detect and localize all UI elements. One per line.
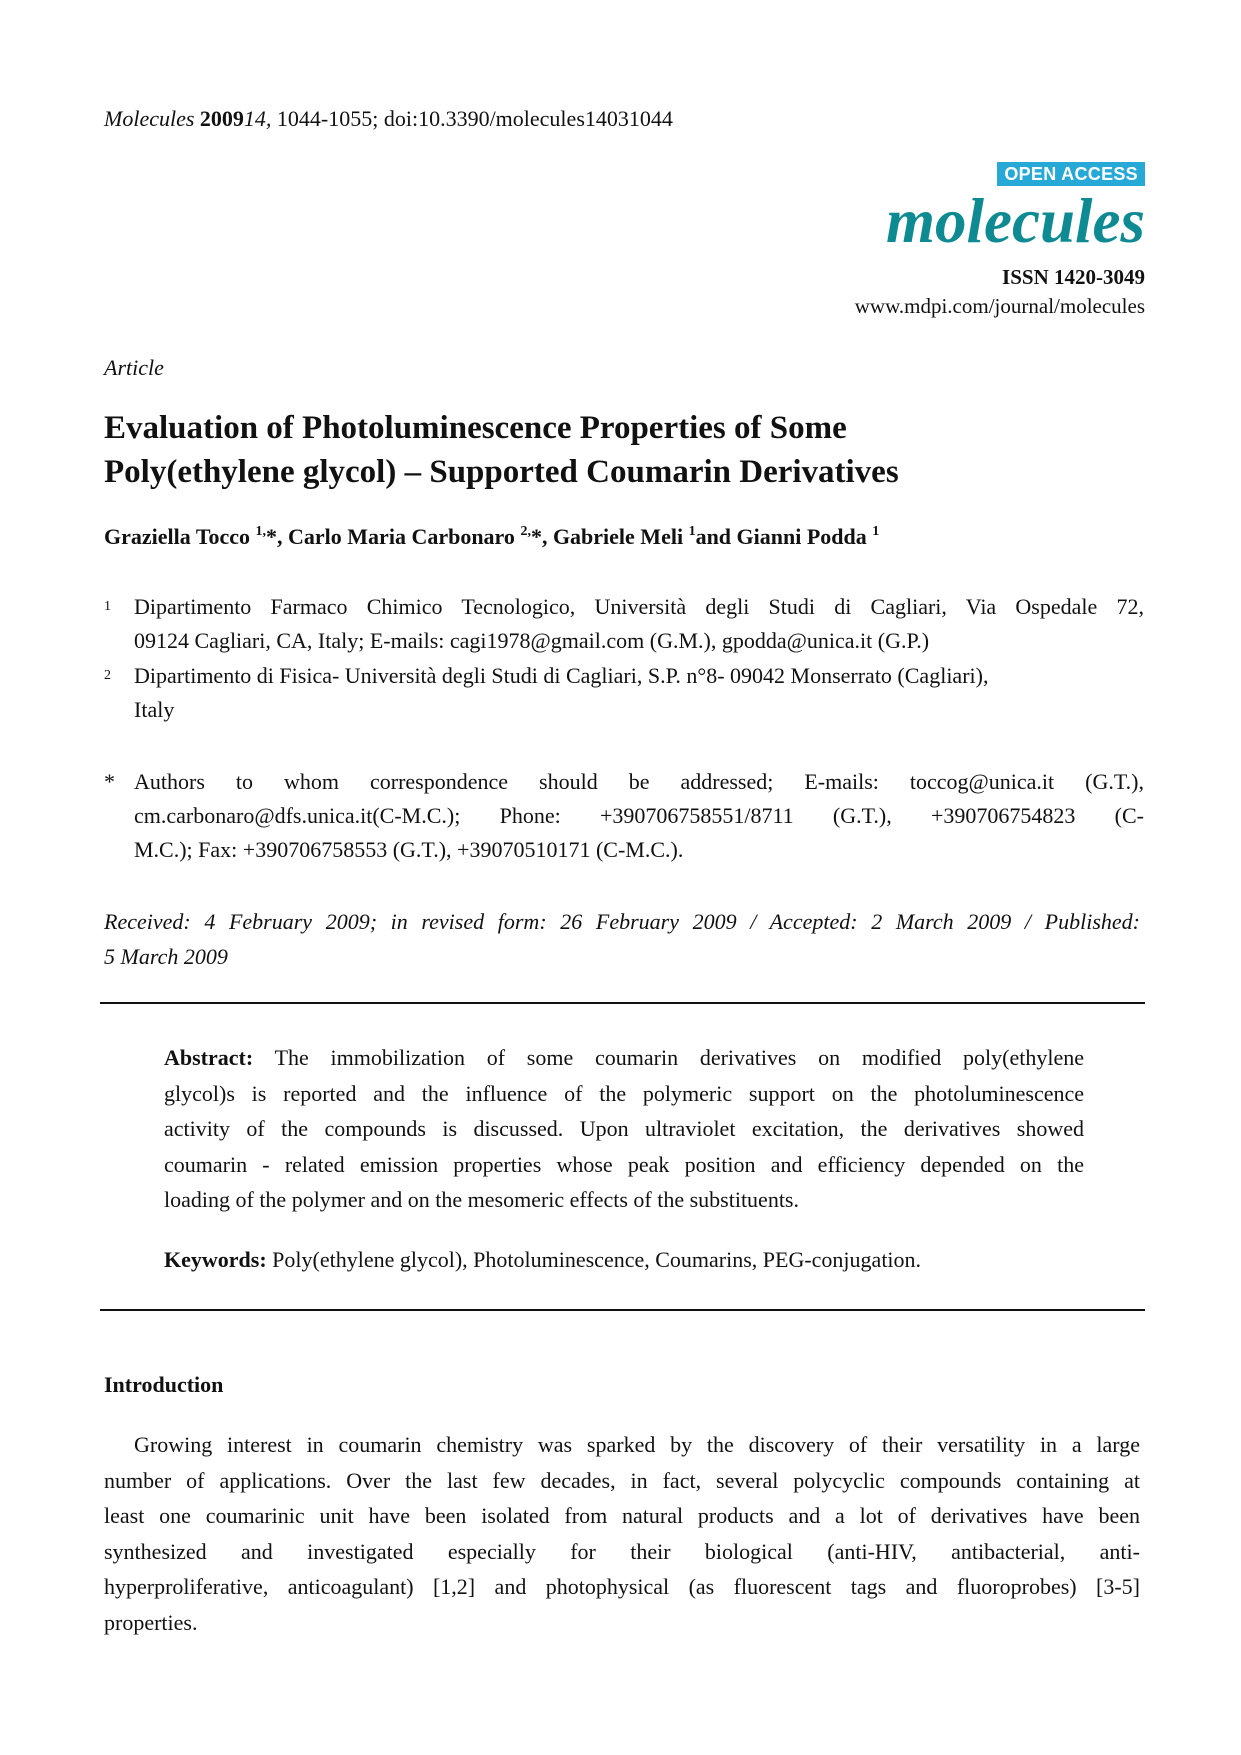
introduction-paragraph — [104, 1427, 1140, 1640]
affiliation-number: 1 — [104, 599, 111, 614]
body-line: hyperproliferative, anticoagulant) [1,2] and photophysical (as fluorescent tags and fluoroprobes) [3-5] — [104, 1574, 1140, 1599]
author-separator: and — [695, 524, 737, 549]
body-line: Growing interest in coumarin chemistry was sparked by the discovery of their versatility in a large — [134, 1432, 1140, 1457]
title-line: Poly(ethylene glycol) – Supported Coumarin Derivatives — [104, 454, 899, 490]
author-list — [104, 522, 1144, 552]
affiliation-line: 09124 Cagliari, CA, Italy; E-mails: cagi1978@gmail.com (G.M.), gpodda@unica.it (G.P.) — [134, 628, 930, 653]
body-line: number of applications. Over the last few decades, in fact, several polycyclic compounds containing at — [104, 1467, 1140, 1493]
correspondence-line: cm.carbonaro@dfs.unica.it(C-M.C.); Phone: +390706758551/8711 (G.T.), +390706754823 (C- — [134, 803, 1144, 828]
body-line: least one coumarinic unit have been isolated from natural products and a lot of derivatives have been — [104, 1503, 1140, 1528]
abstract-line: coumarin - related emission properties whose peak position and efficiency depended on the — [164, 1151, 1084, 1177]
keywords-text: Poly(ethylene glycol), Photoluminescence, Coumarins, PEG-conjugation. — [266, 1247, 922, 1272]
abstract-line — [164, 1040, 1084, 1076]
journal-name: Molecules — [104, 106, 195, 131]
author-name: Graziella Tocco — [104, 524, 256, 549]
affiliation-line: Dipartimento di Fisica- Università degli Studi di Cagliari, S.P. n°8- 09042 Monserrato (Cagliari), — [134, 663, 989, 688]
author-name: Gabriele Meli — [552, 524, 689, 549]
pages-doi: 1044-1055; doi:10.3390/molecules14031044 — [276, 106, 673, 131]
author-name: Carlo Maria Carbonaro — [288, 524, 521, 549]
affiliation-number: 2 — [104, 668, 111, 683]
article-type: Article — [104, 355, 164, 380]
journal-logo: molecules — [886, 186, 1145, 256]
citation-line — [104, 104, 673, 134]
author-affiliation-mark: 1, — [255, 524, 267, 539]
author-affiliation-mark: 2, — [520, 524, 531, 539]
publication-year: 2009 — [199, 106, 244, 131]
top-divider — [100, 1002, 1145, 1004]
issn: ISSN 1420-3049 — [1002, 265, 1145, 289]
abstract-block — [164, 1040, 1084, 1218]
affiliation-line: Dipartimento Farmaco Chimico Tecnologico, Università degli Studi di Cagliari, Via Ospedale 72, — [134, 594, 1144, 619]
body-line: synthesized and investigated especially for their biological (anti-HIV, antibacterial, anti- — [104, 1538, 1140, 1564]
paper-title — [104, 406, 1144, 494]
correspondence-line: Authors to whom correspondence should be addressed; E-mails: toccog@unica.it (G.T.), — [134, 769, 1144, 794]
dates-line: 5 March 2009 — [104, 944, 228, 969]
open-access-badge: OPEN ACCESS — [997, 162, 1145, 186]
publication-dates — [104, 904, 1140, 974]
abstract-line: loading of the polymer and on the mesomeric effects of the substituents. — [164, 1187, 799, 1212]
dates-line: Received: 4 February 2009; in revised form: 26 February 2009 / Accepted: 2 March 2009 / Published: — [104, 909, 1140, 934]
bottom-divider — [100, 1309, 1145, 1311]
title-line: Evaluation of Photoluminescence Properties of Some — [104, 410, 847, 446]
volume-number: 14, — [243, 106, 272, 131]
keywords-label: Keywords: — [164, 1247, 267, 1272]
keywords-block — [164, 1245, 1084, 1275]
affiliation-line: Italy — [134, 697, 175, 722]
author-affiliation-mark: 1 — [872, 524, 880, 539]
journal-url: www.mdpi.com/journal/molecules — [854, 294, 1145, 318]
abstract-label: Abstract: — [164, 1045, 254, 1070]
author-separator: *, — [530, 524, 553, 549]
author-affiliation-mark: 1 — [688, 524, 696, 539]
abstract-text: The immobilization of some coumarin derivatives on modified poly(ethylene — [253, 1045, 1084, 1070]
author-separator: *, — [266, 524, 289, 549]
correspondence-line: M.C.); Fax: +390706758553 (G.T.), +39070510171 (C-M.C.). — [134, 837, 684, 862]
abstract-line: glycol)s is reported and the influence of the polymeric support on the photoluminescence — [164, 1080, 1084, 1106]
section-heading: Introduction — [104, 1372, 224, 1397]
abstract-line: activity of the compounds is discussed. Upon ultraviolet excitation, the derivatives showed — [164, 1116, 1084, 1141]
author-name: Gianni Podda — [736, 524, 873, 549]
body-line: properties. — [104, 1609, 198, 1635]
correspondence-mark: * — [104, 769, 115, 794]
